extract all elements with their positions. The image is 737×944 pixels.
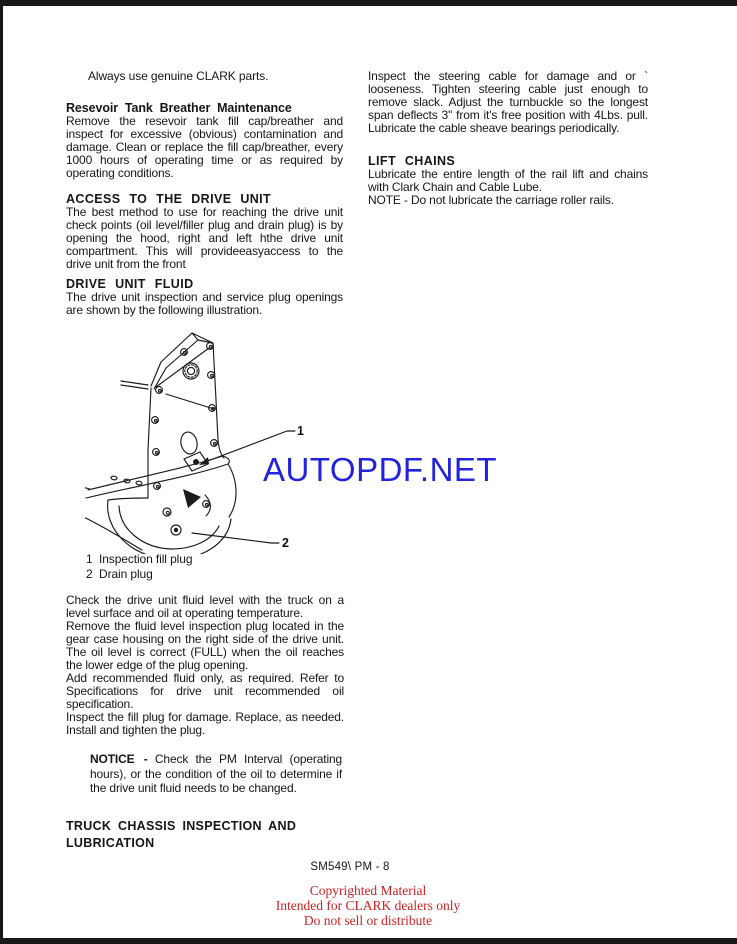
notice-body: Check the PM Interval (operating hours), or the condition of the oil to determine if the drive unit fluid needs to be changed. xyxy=(90,752,343,795)
notice-block xyxy=(90,752,342,796)
fluid-check-paragraph-3: Add recommended fluid only, as required. Refer to Specifications for drive unit recommended oil specification. xyxy=(66,671,344,711)
reservoir-heading: Resevoir Tank Breather Maintenance xyxy=(66,101,292,115)
legend-item-label: Inspection fill plug xyxy=(99,552,193,566)
scan-edge-top xyxy=(0,0,737,6)
footer-page-number: SM549\ PM - 8 xyxy=(310,861,390,873)
copyright-line-3: Do not sell or distribute xyxy=(303,913,433,928)
figure-callout-1: 1 xyxy=(297,424,304,438)
fluid-check-paragraph-2: Remove the fluid level inspection plug located in the gear case housing on the right side of the drive unit. The oil level is correct (FULL) when the oil reaches the lower edge of the plug opening. xyxy=(66,619,344,672)
scan-edge-bottom xyxy=(0,938,737,944)
legend-item xyxy=(86,567,192,582)
watermark-text: AUTOPDF.NET xyxy=(263,451,498,488)
figure-callout-2: 2 xyxy=(282,536,289,550)
truck-chassis-heading: TRUCK CHASSIS INSPECTION AND LUBRICATION xyxy=(66,819,297,850)
intro-text: Always use genuine CLARK parts. xyxy=(88,69,269,83)
lift-chains-heading: LIFT CHAINS xyxy=(368,154,456,168)
copyright-line-2: Intended for CLARK dealers only xyxy=(275,898,461,913)
scan-edge-left xyxy=(0,0,3,944)
right-column xyxy=(368,70,648,207)
legend-item-number: 1 xyxy=(86,552,93,566)
figure-legend xyxy=(86,552,192,582)
fluid-check-paragraph-4: Inspect the fill plug for damage. Replace, as needed. Install and tighten the plug. xyxy=(66,710,344,737)
access-heading: ACCESS TO THE DRIVE UNIT xyxy=(66,192,272,206)
steering-paragraph: Inspect the steering cable for damage and or ` looseness. Tighten steering cable just enough to remove slack. Adjust the turnbuckle so the longest span deflects 3" from it's free position with 4Lbs. pull. Lubricate the cable sheave bearings periodically. xyxy=(368,69,648,135)
fluid-check-block xyxy=(66,594,344,737)
legend-item-number: 2 xyxy=(86,567,93,581)
drive-unit-illustration xyxy=(85,330,470,554)
fluid-check-paragraph-1: Check the drive unit fluid level with the truck on a level surface and oil at operating temperature. xyxy=(66,593,344,620)
access-body: The best method to use for reaching the drive unit check points (oil level/filler plug and drain plug) is by opening the hood, right and left hthe drive unit compartment. This will provideeasyaccess to the drive unit from the front xyxy=(66,205,343,271)
lift-chains-note: NOTE - Do not lubricate the carriage roller rails. xyxy=(368,193,614,207)
drive-unit-figure xyxy=(85,330,498,554)
copyright-notice xyxy=(258,883,478,928)
legend-item-label: Drain plug xyxy=(99,567,153,581)
notice-label: NOTICE - xyxy=(90,752,148,766)
drive-unit-fluid-heading: DRIVE UNIT FLUID xyxy=(66,277,194,291)
reservoir-body: Remove the resevoir tank fill cap/breather and inspect for excessive (obvious) contamination and damage. Clean or replace the fill cap/breather, every 1000 hours of operating time or as required by operating conditions. xyxy=(66,114,343,180)
copyright-line-1: Copyrighted Material xyxy=(309,883,427,898)
legend-item xyxy=(86,552,192,567)
drive-unit-fluid-body: The drive unit inspection and service plug openings are shown by the following illustration. xyxy=(66,290,343,317)
lift-chains-body: Lubricate the entire length of the rail lift and chains with Clark Chain and Cable Lube. xyxy=(368,167,648,194)
left-column xyxy=(66,70,343,317)
